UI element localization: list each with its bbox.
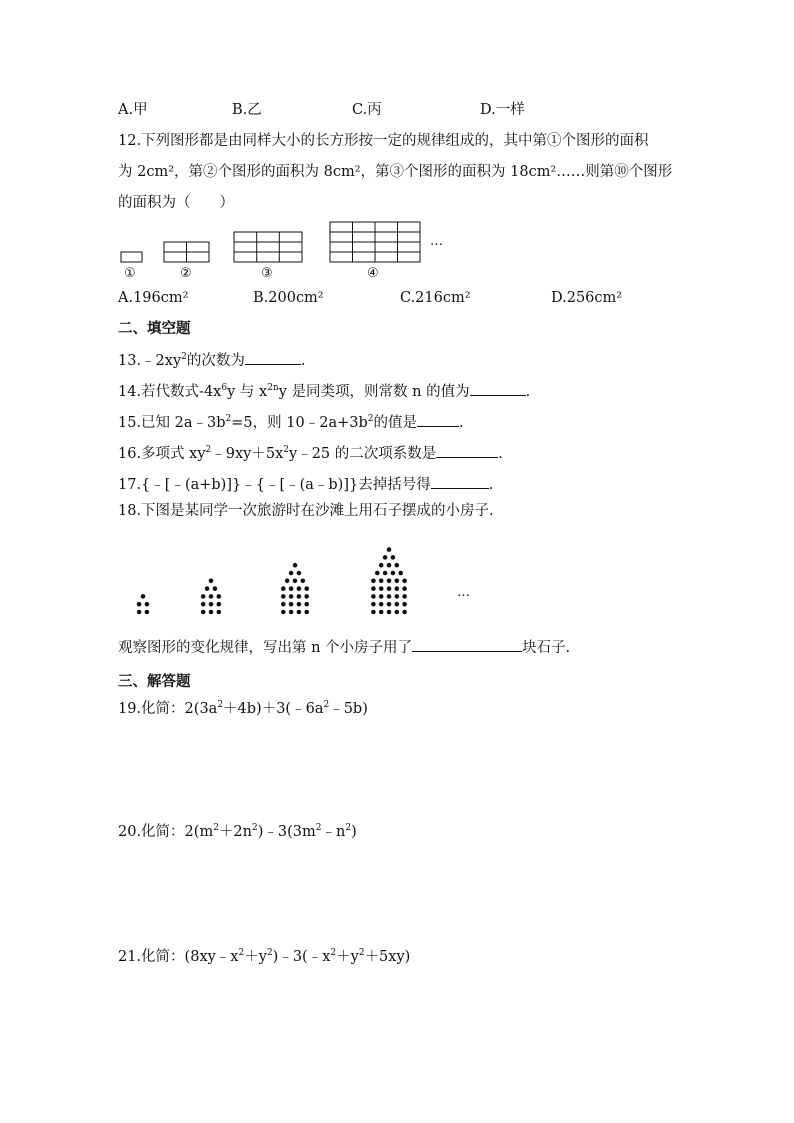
q12-figure-1: [121, 252, 142, 262]
q18-house-4: [371, 547, 407, 614]
q12-line-3: 的面积为（ ）: [118, 195, 234, 211]
stone-dot: [387, 547, 392, 552]
stone-dot: [379, 579, 384, 584]
stone-dot: [391, 555, 396, 560]
q11-option-a: A.甲: [118, 102, 148, 118]
stone-dot: [281, 602, 286, 607]
q12-option-c: C.216cm²: [400, 290, 471, 306]
stone-dot: [289, 610, 294, 615]
q18-question: 观察图形的变化规律，写出第 n 个小房子用了 块石子.: [118, 637, 570, 658]
stone-dot: [395, 563, 400, 568]
q18-house-2: [201, 579, 221, 615]
stone-dot: [387, 602, 392, 607]
stone-dot: [402, 594, 407, 599]
q12-figure-label-3: ③: [261, 266, 273, 281]
q12-option-b: B.200cm²: [253, 290, 324, 306]
stone-dot: [201, 610, 206, 615]
stone-dot: [213, 586, 218, 591]
stone-dot: [395, 594, 400, 599]
q13-answer-blank[interactable]: [245, 350, 301, 365]
stone-dot: [297, 586, 302, 591]
stone-dot: [402, 610, 407, 615]
q16: 16.多项式 $xy^2﹣9xy+5x^2y﹣25$ 的二次项系数是 .: [118, 443, 503, 464]
q12-figure-label-2: ②: [180, 266, 192, 281]
stone-dot: [304, 602, 309, 607]
stone-dot: [297, 571, 302, 576]
stone-dot: [395, 586, 400, 591]
q15-answer-blank[interactable]: [417, 412, 459, 427]
stone-dot: [304, 594, 309, 599]
stone-dot: [201, 602, 206, 607]
stone-dot: [395, 602, 400, 607]
stone-dot: [209, 610, 214, 615]
stone-dot: [281, 586, 286, 591]
stone-dot: [137, 610, 142, 615]
stone-dot: [379, 602, 384, 607]
q14: 14.若代数式$-4x^6y$ 与 $x^{2n}y$ 是同类项，则常数 n 的值为 .: [118, 381, 530, 402]
q12-figure-label-4: ④: [367, 266, 379, 281]
stone-dot: [387, 579, 392, 584]
q16-answer-blank[interactable]: [436, 443, 498, 458]
q12-figure-3: [234, 232, 302, 262]
stone-dot: [293, 579, 298, 584]
stone-dot: [289, 586, 294, 591]
q12-option-d: D.256cm²: [551, 290, 623, 306]
stone-dot: [289, 602, 294, 607]
q18-house-1: [137, 594, 149, 614]
stone-dot: [217, 602, 222, 607]
q21: 21.化简：$(8xy﹣x^2+y^2)﹣3(﹣x^2+y^2+5xy)$: [118, 948, 411, 965]
stone-dot: [379, 610, 384, 615]
stone-dot: [395, 610, 400, 615]
q12-figure-ellipsis: …: [430, 234, 443, 249]
q11-option-b: B.乙: [232, 102, 262, 118]
stone-dot: [209, 594, 214, 599]
q11-option-c: C.丙: [352, 102, 382, 118]
stone-dot: [289, 571, 294, 576]
stone-dot: [297, 602, 302, 607]
q18-house-3: [281, 563, 309, 614]
stone-dot: [387, 594, 392, 599]
stone-dot: [301, 579, 306, 584]
stone-dot: [383, 555, 388, 560]
stone-dot: [387, 563, 392, 568]
stone-dot: [379, 594, 384, 599]
q18-line-1: 18.下图是某同学一次旅游时在沙滩上用石子摆成的小房子.: [118, 503, 494, 519]
stone-dot: [371, 594, 376, 599]
stone-dot: [375, 571, 380, 576]
section-2-title: 二、填空题: [118, 320, 191, 337]
q17: 17.{﹣[﹣(a+b)]}﹣{﹣[﹣(a﹣b)]}去掉括号得 .: [118, 474, 493, 495]
stone-dot: [402, 579, 407, 584]
stone-dot: [145, 602, 150, 607]
stone-dot: [402, 586, 407, 591]
q18-house-ellipsis: …: [457, 585, 470, 600]
stone-dot: [285, 579, 290, 584]
stone-dot: [145, 610, 150, 615]
q12-option-a: A.196cm²: [118, 290, 189, 306]
q18-answer-blank[interactable]: [412, 637, 522, 652]
stone-dot: [383, 571, 388, 576]
q17-answer-blank[interactable]: [431, 474, 489, 489]
stone-dot: [217, 610, 222, 615]
stone-dot: [297, 610, 302, 615]
stone-dot: [289, 594, 294, 599]
stone-dot: [379, 563, 384, 568]
stone-dot: [297, 594, 302, 599]
q12-line-1: 12.下列图形都是由同样大小的长方形按一定的规律组成的，其中第①个图形的面积: [118, 133, 649, 149]
stone-dot: [304, 586, 309, 591]
q14-answer-blank[interactable]: [470, 381, 526, 396]
section-3-title: 三、解答题: [118, 673, 191, 690]
stone-dot: [293, 563, 298, 568]
q11-option-d: D.一样: [480, 102, 525, 118]
stone-dot: [201, 594, 206, 599]
stone-dot: [304, 610, 309, 615]
q15: 15.已知 $2a﹣3b^2=5$，则 $10﹣2a+3b^2$的值是 .: [118, 412, 464, 433]
stone-dot: [395, 579, 400, 584]
stone-dot: [209, 602, 214, 607]
q12-figure-label-1: ①: [124, 266, 136, 281]
stone-dot: [387, 586, 392, 591]
stone-dot: [281, 610, 286, 615]
stone-dot: [371, 586, 376, 591]
stone-dot: [217, 594, 222, 599]
stone-dot: [391, 571, 396, 576]
stone-dot: [371, 579, 376, 584]
q20: 20.化简：$2(m^2+2n^2)﹣3(3m^2﹣n^2)$: [118, 823, 357, 840]
q13: $13.﹣2xy^2$的次数为 .: [118, 350, 306, 371]
q12-figure-2: [164, 242, 209, 262]
q12-figure-4: [330, 222, 420, 262]
stone-dot: [398, 571, 403, 576]
stone-dot: [371, 610, 376, 615]
q19: 19.化简：$2(3a^2+4b)+3(﹣6a^2﹣5b)$: [118, 700, 368, 717]
stone-dot: [402, 602, 407, 607]
stone-dot: [371, 602, 376, 607]
stone-dot: [137, 602, 142, 607]
stone-dot: [379, 586, 384, 591]
q12-line-2: 为 2cm²，第②个图形的面积为 8cm²，第③个图形的面积为 18cm²……则第⑩个图形: [118, 164, 673, 180]
stone-dot: [209, 579, 214, 584]
stone-dot: [387, 610, 392, 615]
stone-dot: [281, 594, 286, 599]
stone-dot: [205, 586, 210, 591]
stone-dot: [141, 594, 146, 599]
